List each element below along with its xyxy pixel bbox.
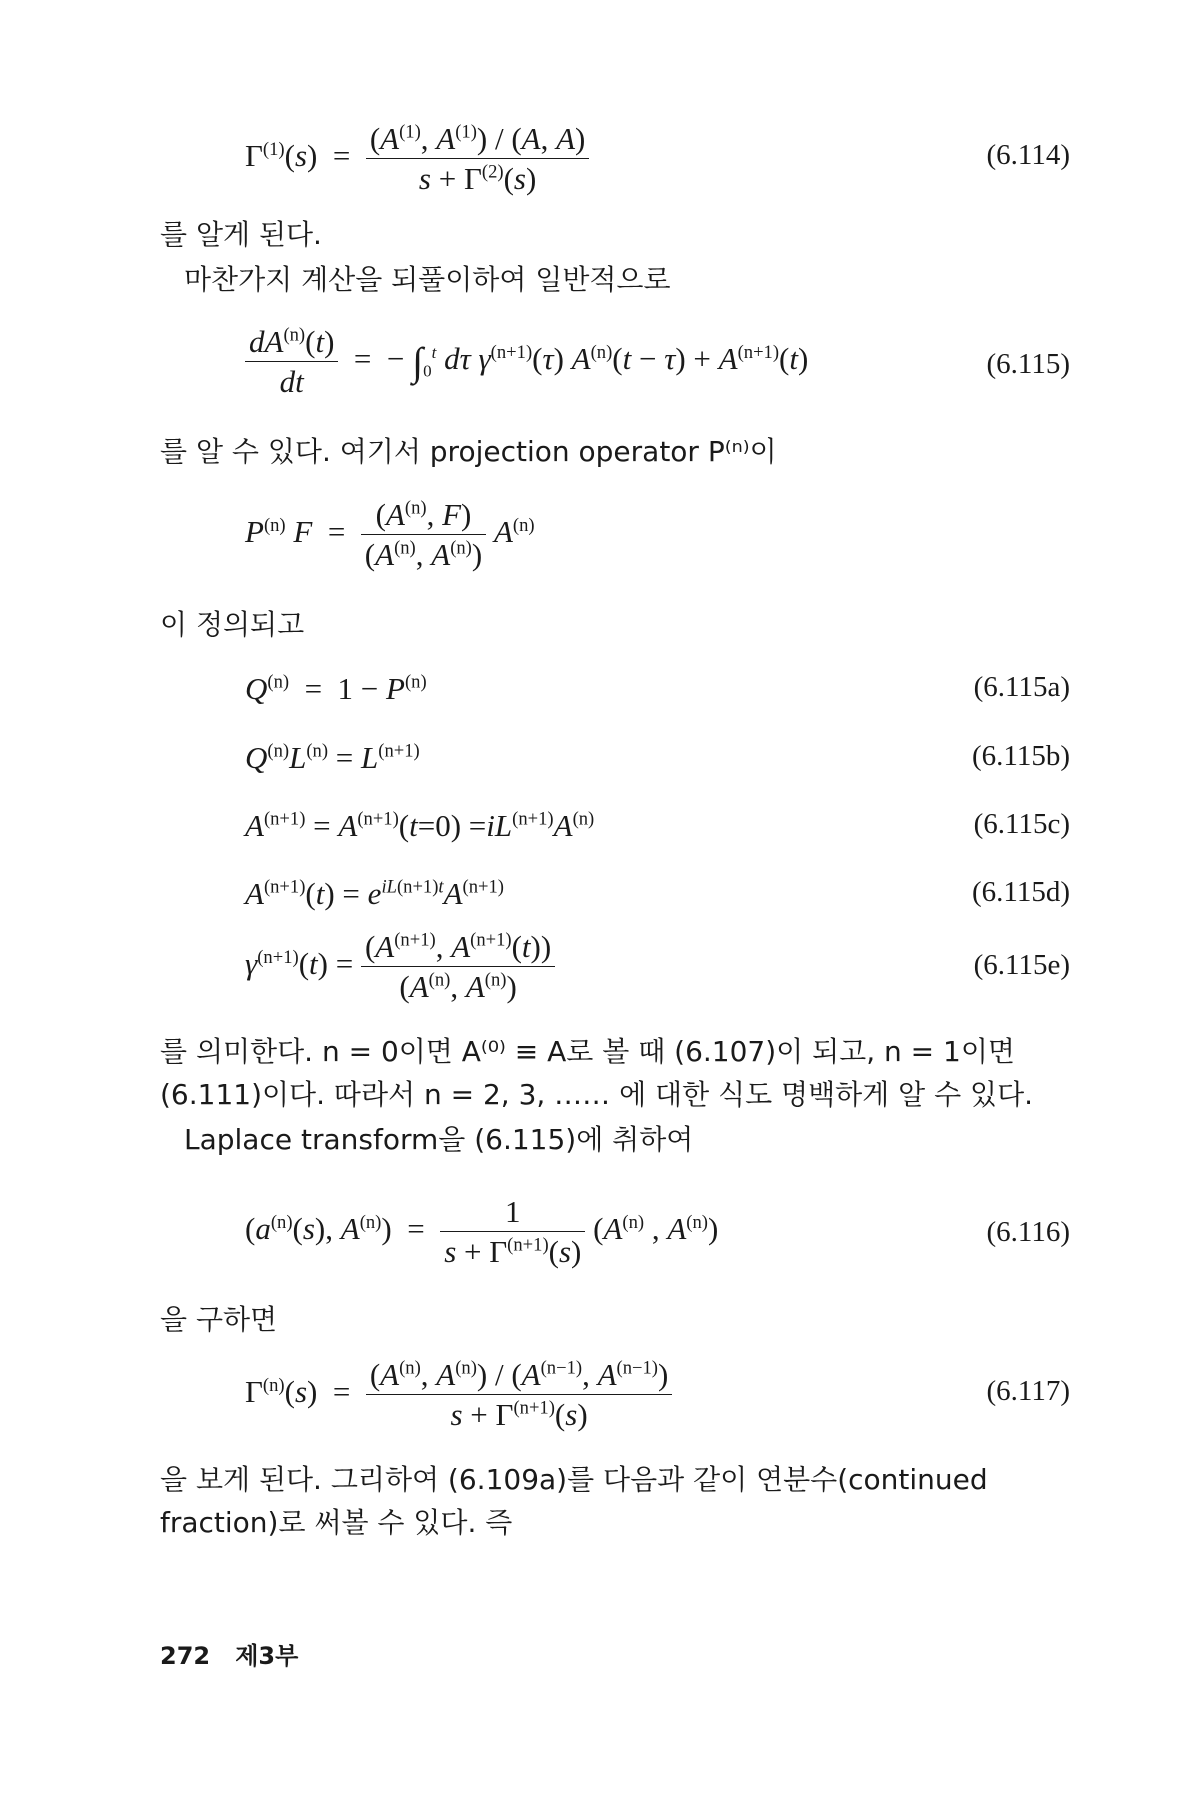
- page-number: 272: [160, 1642, 211, 1670]
- equation-body: ($a^{(n)}(s)$, $A^{(n)}$) = $\frac{1}{s + \Gamma^{(n+1)}(s)}$ ($A^{(n)}$ , $A^{(n)}$): [245, 1194, 719, 1270]
- equation-body: $Q^{(n)} = 1 - P^{(n)}$: [245, 671, 427, 706]
- equation-number: (6.114): [986, 139, 1070, 171]
- equation-number: (6.115c): [973, 808, 1070, 840]
- paragraph: Laplace transform을 (6.115)에 취하여: [184, 1123, 694, 1156]
- paragraph: 을 보게 된다. 그리하여 (6.109a)를 다음과 같이 연분수(continued fraction)로 써볼 수 있다. 즉: [160, 1463, 988, 1540]
- equation-body: $\frac{dA^{(n)}(t)}{dt}$ = − $\int_0^t$ dτ $\gamma^{(n+1)}(\tau) A^{(n)}(t - \tau) + A^{(n+1)}(t)$: [245, 325, 808, 399]
- equation-body: $P^{(n)}$ F = $\frac{(A^{(n)}, F)}{(A^{(n)}, A^{(n)})}$ $A^{(n)}$: [245, 497, 535, 573]
- paragraph: 을 구하면: [160, 1303, 278, 1336]
- equation-body: $Q^{(n)}L^{(n)} = L^{(n+1)}$: [245, 740, 420, 775]
- equation-number: (6.115a): [973, 671, 1070, 703]
- equation-body: $\Gamma^{(n)}(s)$ = $\frac{(A^{(n)}, A^{(n)}) / (A^{(n-1)}, A^{(n-1)})}{s + \Gamma^{(n+1)}(s)}$: [245, 1358, 672, 1432]
- paragraph: 이 정의되고: [160, 608, 305, 641]
- equation-body: $A^{(n+1)} = A^{(n+1)}(t=0) =iL^{(n+1)}A^{(n)}$: [245, 808, 595, 843]
- equation-number: (6.115b): [972, 740, 1070, 772]
- paragraph: 를 알 수 있다. 여기서 projection operator P⁽ⁿ⁾이: [160, 435, 777, 468]
- equation-number: (6.115d): [972, 876, 1070, 908]
- equation-body: $\gamma^{(n+1)}(t)$ = $\frac{(A^{(n+1)}, A^{(n+1)}(t))}{(A^{(n)}, A^{(n)})}$: [245, 930, 555, 1004]
- equation-number: (6.117): [986, 1375, 1070, 1407]
- equation-body: $A^{(n+1)}(t) = e^{iL(n+1)t}A^{(n+1)}$: [245, 876, 504, 911]
- paragraph: 를 의미한다. n = 0이면 A⁽⁰⁾ ≡ A로 볼 때 (6.107)이 되고, n = 1이면 (6.111)이다. 따라서 n = 2, 3, …… 에 대한 식도 명백하게 알 수 있다.: [160, 1035, 1034, 1112]
- paragraph: 를 알게 된다.: [160, 218, 322, 251]
- equation-body: $\Gamma^{(1)}(s)$ = $\frac{(A^{(1)}, A^{(1)}) / (A, A)}{s + \Gamma^{(2)}(s)}$: [245, 122, 589, 196]
- equation-number: (6.116): [986, 1216, 1070, 1248]
- equation-number: (6.115e): [973, 949, 1070, 981]
- part-label: 제3부: [235, 1642, 299, 1670]
- paragraph: 마찬가지 계산을 되풀이하여 일반적으로: [184, 263, 671, 296]
- page-footer: [160, 1636, 298, 1671]
- equation-number: (6.115): [986, 348, 1070, 380]
